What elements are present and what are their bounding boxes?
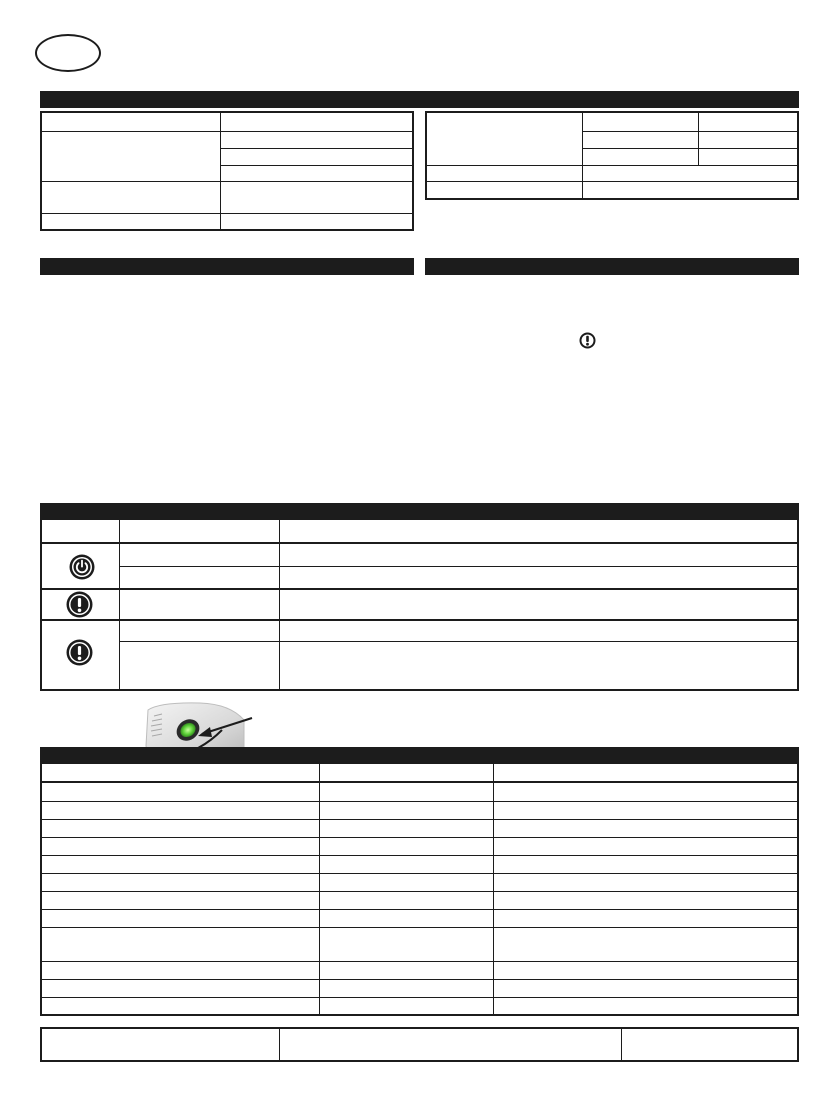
footer-divider bbox=[621, 1029, 622, 1060]
spec-table-left-row-line bbox=[42, 213, 412, 214]
indicator-table-row-line bbox=[42, 588, 797, 590]
footer-box bbox=[40, 1027, 799, 1062]
warning-icon bbox=[66, 639, 93, 666]
warning-icon bbox=[579, 332, 596, 349]
troubleshooting-row-line bbox=[42, 891, 797, 892]
specifications-header bbox=[40, 91, 799, 108]
indicator-table-row-line bbox=[119, 641, 797, 642]
spec-table-right-row-line bbox=[427, 165, 797, 166]
warning-icon bbox=[66, 591, 93, 618]
troubleshooting-row-line bbox=[42, 927, 797, 928]
indicator-table-col-line bbox=[279, 520, 280, 689]
indicator-table-col-line bbox=[119, 520, 120, 689]
indicator-table-row-line bbox=[119, 566, 797, 567]
spec-table-left-row-line bbox=[42, 131, 412, 132]
spec-table-right-row-line bbox=[582, 148, 797, 149]
spec-table-left-row-line bbox=[42, 181, 412, 182]
troubleshooting-row-line bbox=[42, 837, 797, 838]
section-right-header bbox=[425, 258, 799, 275]
section-left-header bbox=[40, 258, 414, 275]
troubleshooting-row-line bbox=[42, 961, 797, 962]
troubleshooting-row-line bbox=[42, 997, 797, 998]
spec-table-right bbox=[425, 111, 799, 200]
troubleshooting-row-line bbox=[42, 979, 797, 980]
indicator-table bbox=[40, 518, 799, 691]
spec-table-right-row-line bbox=[582, 131, 797, 132]
troubleshooting-row-line bbox=[42, 873, 797, 874]
troubleshooting-table bbox=[40, 762, 799, 1016]
spec-table-right-row-line bbox=[427, 181, 797, 182]
troubleshooting-row-line bbox=[42, 909, 797, 910]
spec-table-right-divider bbox=[698, 113, 699, 165]
troubleshooting-row-line bbox=[42, 819, 797, 820]
indicator-table-row-line bbox=[42, 619, 797, 621]
troubleshooting-row-line bbox=[42, 801, 797, 802]
spec-table-left bbox=[40, 111, 414, 231]
troubleshooting-header-line bbox=[42, 781, 797, 783]
spec-table-right-divider bbox=[582, 113, 583, 198]
spec-table-left-row-line bbox=[220, 165, 412, 166]
footer-divider bbox=[279, 1029, 280, 1060]
power-icon bbox=[69, 554, 95, 580]
indicator-table-header-line bbox=[42, 542, 797, 544]
spec-table-left-row-line bbox=[220, 148, 412, 149]
troubleshooting-row-line bbox=[42, 855, 797, 856]
language-badge bbox=[35, 34, 101, 72]
